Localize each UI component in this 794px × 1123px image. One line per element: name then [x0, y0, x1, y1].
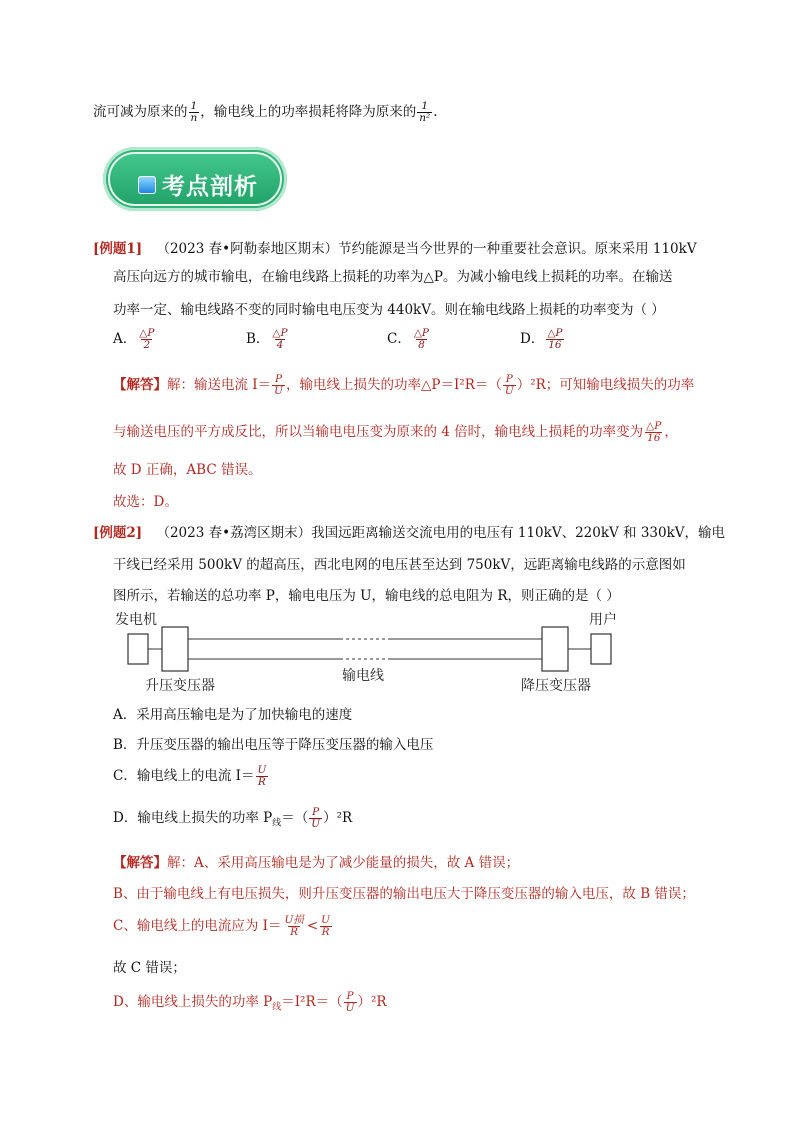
- example2-line1: [例题2] （2023 春•荔湾区期末）我国远距离输送交流电用的电压有 110kV、220kV 和 330kV，输电: [93, 525, 726, 541]
- option-b[interactable]: B． $\frac{\triangle P}{4}$: [246, 326, 288, 351]
- example2-line2: 干线已经采用 500kV 的超高压，西北电网的电压甚至达到 750kV，远距离输电线路的示意图如: [113, 557, 686, 573]
- example2-answer-c: C、输电线上的电流应为 I＝ $\frac{\text{U损}}{R}$ < $\frac{U}{R}$: [113, 913, 330, 938]
- example1-answer-line2: 与输送电压的平方成反比，所以当输电电压变为原来的 4 倍时，输电线上损耗的功率变为 $\frac{\triangle P}{16}$ ，: [113, 419, 678, 444]
- option-a[interactable]: A． $\frac{\triangle P}{2}$: [113, 326, 155, 351]
- intro-line: 流可减为原来的 $\frac{1}{n}$ ，输电线上的功率损耗将降为原来的 $\frac{1}{\text{n²}}$ .: [93, 99, 438, 124]
- option-c[interactable]: C． $\frac{\triangle P}{8}$: [387, 326, 429, 351]
- generator-label: 发电机: [115, 612, 157, 628]
- banner-title: 考点剖析: [162, 174, 258, 200]
- intro-text: 流可减为原来的: [93, 104, 188, 120]
- example1-line3: 功率一定、输电线路不变的同时输电电压变为 440kV。则在输电线路上损耗的功率变为（ ）: [113, 302, 665, 318]
- example1-tag: [例题1]: [93, 241, 143, 257]
- option-d[interactable]: D． $\frac{\triangle P}{16}$: [520, 326, 563, 351]
- example1-answer-line3: 故 D 正确，ABC 错误。: [113, 462, 262, 478]
- square-badge-icon: [138, 176, 156, 194]
- example1-choice: 故选：D。: [113, 494, 178, 510]
- option-a[interactable]: A．采用高压输电是为了加快输电的速度: [113, 707, 353, 723]
- example2-tag: [例题2]: [93, 525, 143, 541]
- example2-line3: 图所示，若输送的总功率 P，输电电压为 U，输电线的总电阻为 R，则正确的是（ ）: [113, 588, 620, 604]
- example1-options: [113, 327, 713, 359]
- example2-answer-d: D、输电线上损失的功率 $P_线=I^2R=$（ $\frac{P}{U}$ ）²R: [113, 989, 387, 1014]
- intro-text-2: ，输电线上的功率损耗将降为原来的: [200, 104, 417, 120]
- answer-tag: 【解答】: [113, 377, 167, 393]
- option-b[interactable]: B．升压变压器的输出电压等于降压变压器的输入电压: [113, 737, 434, 753]
- step-down-label: 降压变压器: [521, 678, 591, 694]
- option-d[interactable]: D．输电线上损失的功率 $P_线=$（ $\frac{P}{U}$ ）²R: [113, 805, 353, 830]
- fraction-one-over-n: $\frac{1}{n}$: [190, 99, 198, 124]
- transmission-diagram: [115, 606, 625, 698]
- example1-answer-line1: 【解答】解：输送电流 I＝ $\frac{P}{U}$ ，输电线上损失的功率△P＝I²R＝（ $\frac{P}{U}$ ）²R；可知输电线损失的功率: [113, 372, 695, 397]
- example1-line1: [例题1] （2023 春•阿勒泰地区期末）节约能源是当今世界的一种重要社会意识。原来采用 110kV: [93, 241, 697, 257]
- user-label: 用户: [589, 612, 617, 628]
- step-up-label: 升压变压器: [145, 678, 215, 694]
- section-banner: [103, 147, 287, 211]
- example2-answer-b: B、由于输电线上有电压损失，则升压变压器的输出电压大于降压变压器的输入电压，故 B 错误；: [113, 886, 695, 902]
- example1-line2: 高压向远方的城市输电，在输电线路上损耗的功率为△P。为减小输电线上损耗的功率。在输送: [113, 269, 673, 285]
- fraction-one-over-n-squared: $\frac{1}{\text{n²}}$: [419, 99, 431, 124]
- example2-answer-a: 【解答】解：A、采用高压输电是为了减少能量的损失，故 A 错误；: [113, 855, 520, 871]
- example2-answer-c2: 故 C 错误；: [113, 960, 186, 976]
- line-label: 输电线: [342, 668, 384, 684]
- option-c[interactable]: C．输电线上的电流 I＝ $\frac{U}{R}$: [113, 763, 267, 788]
